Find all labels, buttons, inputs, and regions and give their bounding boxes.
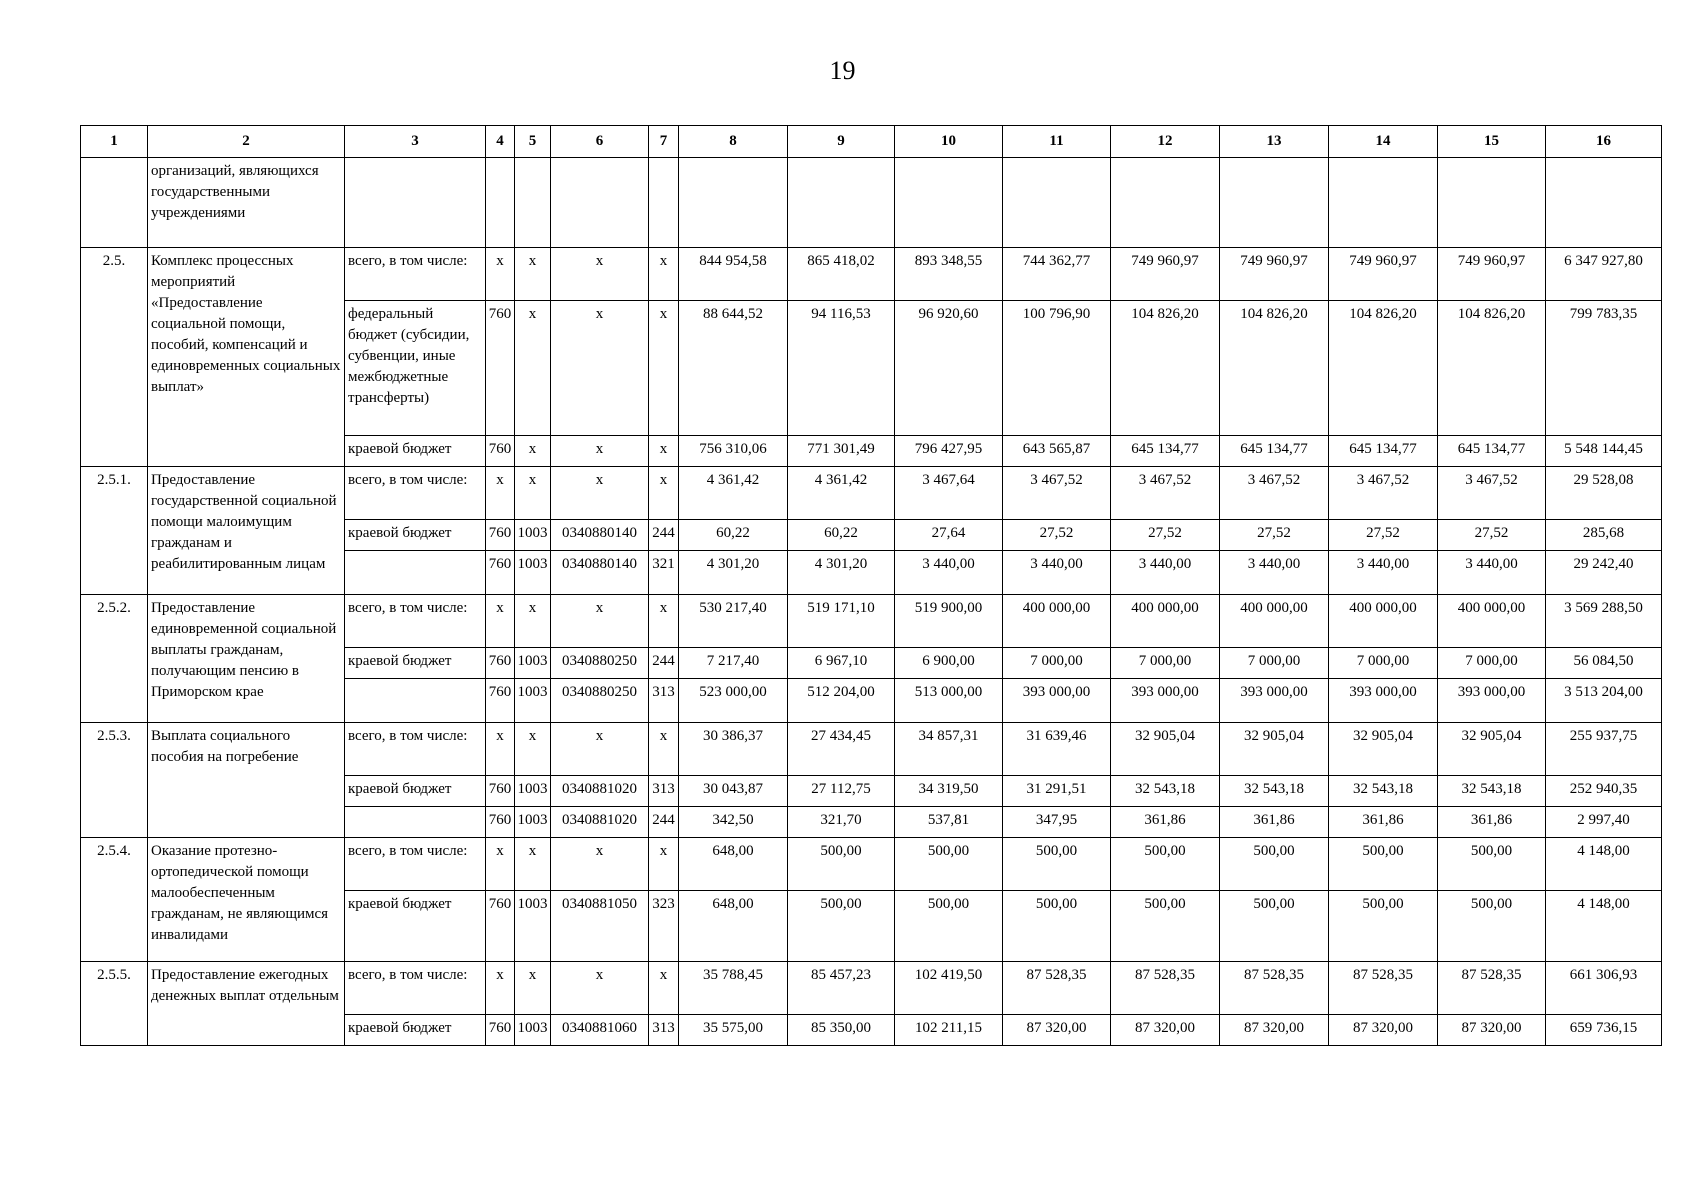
- amount-cell: 252 940,35: [1546, 776, 1662, 807]
- header-cell: 4: [486, 126, 515, 158]
- amount-cell: 749 960,97: [1111, 248, 1220, 301]
- code-cell-6: х: [551, 838, 649, 891]
- code-cell-5: х: [515, 467, 551, 520]
- code-cell-4: 760: [486, 301, 515, 436]
- code-cell-7: 313: [649, 679, 679, 723]
- empty-cell: [649, 158, 679, 248]
- code-cell-4: 760: [486, 648, 515, 679]
- amount-cell: 799 783,35: [1546, 301, 1662, 436]
- amount-cell: 31 291,51: [1003, 776, 1111, 807]
- funding-source-cell: всего, в том числе:: [345, 467, 486, 520]
- continuation-row: [81, 158, 1662, 248]
- amount-cell: 361,86: [1111, 807, 1220, 838]
- amount-cell: 3 467,52: [1003, 467, 1111, 520]
- amount-cell: 85 350,00: [788, 1015, 895, 1046]
- amount-cell: 96 920,60: [895, 301, 1003, 436]
- code-cell-5: х: [515, 838, 551, 891]
- code-cell-5: 1003: [515, 551, 551, 595]
- amount-cell: 393 000,00: [1111, 679, 1220, 723]
- amount-cell: 7 000,00: [1220, 648, 1329, 679]
- empty-cell: [551, 158, 649, 248]
- amount-cell: 865 418,02: [788, 248, 895, 301]
- header-row: [81, 126, 1662, 158]
- amount-cell: 27,52: [1329, 520, 1438, 551]
- amount-cell: 60,22: [679, 520, 788, 551]
- code-cell-6: х: [551, 436, 649, 467]
- empty-cell: [1111, 158, 1220, 248]
- code-cell-4: х: [486, 962, 515, 1015]
- empty-cell: [788, 158, 895, 248]
- header-cell: 3: [345, 126, 486, 158]
- table-row: [81, 467, 1662, 520]
- amount-cell: 361,86: [1329, 807, 1438, 838]
- code-cell-6: 0340881050: [551, 891, 649, 962]
- code-cell-7: х: [649, 301, 679, 436]
- amount-cell: 645 134,77: [1111, 436, 1220, 467]
- code-cell-5: х: [515, 595, 551, 648]
- code-cell-5: 1003: [515, 1015, 551, 1046]
- amount-cell: 32 905,04: [1438, 723, 1546, 776]
- code-cell-5: 1003: [515, 776, 551, 807]
- header-cell: 7: [649, 126, 679, 158]
- amount-cell: 3 440,00: [1003, 551, 1111, 595]
- amount-cell: 361,86: [1220, 807, 1329, 838]
- amount-cell: 7 217,40: [679, 648, 788, 679]
- code-cell-7: 313: [649, 776, 679, 807]
- code-cell-6: 0340880140: [551, 551, 649, 595]
- empty-cell: [1220, 158, 1329, 248]
- code-cell-7: х: [649, 962, 679, 1015]
- amount-cell: 60,22: [788, 520, 895, 551]
- amount-cell: 3 513 204,00: [1546, 679, 1662, 723]
- amount-cell: 27,52: [1220, 520, 1329, 551]
- amount-cell: 844 954,58: [679, 248, 788, 301]
- amount-cell: 500,00: [1438, 838, 1546, 891]
- code-cell-7: 323: [649, 891, 679, 962]
- header-cell: 11: [1003, 126, 1111, 158]
- amount-cell: 102 419,50: [895, 962, 1003, 1015]
- amount-cell: 27 112,75: [788, 776, 895, 807]
- code-cell-4: х: [486, 467, 515, 520]
- code-cell-7: х: [649, 467, 679, 520]
- code-cell-6: 0340881020: [551, 807, 649, 838]
- item-number-cell: [81, 158, 148, 248]
- table-row: [81, 595, 1662, 648]
- amount-cell: 400 000,00: [1003, 595, 1111, 648]
- amount-cell: 6 967,10: [788, 648, 895, 679]
- amount-cell: 5 548 144,45: [1546, 436, 1662, 467]
- amount-cell: 400 000,00: [1111, 595, 1220, 648]
- amount-cell: 519 171,10: [788, 595, 895, 648]
- code-cell-7: 321: [649, 551, 679, 595]
- amount-cell: 27,52: [1111, 520, 1220, 551]
- amount-cell: 893 348,55: [895, 248, 1003, 301]
- amount-cell: 756 310,06: [679, 436, 788, 467]
- amount-cell: 6 900,00: [895, 648, 1003, 679]
- amount-cell: 7 000,00: [1438, 648, 1546, 679]
- code-cell-6: 0340880250: [551, 648, 649, 679]
- header-cell: 14: [1329, 126, 1438, 158]
- amount-cell: 500,00: [1220, 838, 1329, 891]
- code-cell-7: х: [649, 595, 679, 648]
- amount-cell: 771 301,49: [788, 436, 895, 467]
- amount-cell: 34 857,31: [895, 723, 1003, 776]
- amount-cell: 6 347 927,80: [1546, 248, 1662, 301]
- code-cell-5: 1003: [515, 891, 551, 962]
- amount-cell: 321,70: [788, 807, 895, 838]
- amount-cell: 393 000,00: [1438, 679, 1546, 723]
- code-cell-6: х: [551, 723, 649, 776]
- empty-cell: [345, 158, 486, 248]
- header-cell: 1: [81, 126, 148, 158]
- code-cell-6: 0340880140: [551, 520, 649, 551]
- amount-cell: 3 467,52: [1329, 467, 1438, 520]
- amount-cell: 393 000,00: [1003, 679, 1111, 723]
- funding-source-cell: краевой бюджет: [345, 776, 486, 807]
- amount-cell: 796 427,95: [895, 436, 1003, 467]
- item-name-cell: Предоставление единовременной социальной выплаты гражданам, получающим пенсию в Приморском крае: [148, 595, 345, 723]
- item-name-cell: Предоставление ежегодных денежных выплат отдельным: [148, 962, 345, 1046]
- amount-cell: 4 148,00: [1546, 838, 1662, 891]
- amount-cell: 500,00: [1111, 891, 1220, 962]
- item-name-cell: Комплекс процессных мероприятий «Предоставление социальной помощи, пособий, компенсаций и единовременных социальных выплат»: [148, 248, 345, 467]
- item-number-cell: 2.5.2.: [81, 595, 148, 723]
- amount-cell: 659 736,15: [1546, 1015, 1662, 1046]
- amount-cell: 87 528,35: [1329, 962, 1438, 1015]
- header-cell: 15: [1438, 126, 1546, 158]
- amount-cell: 513 000,00: [895, 679, 1003, 723]
- empty-cell: [1329, 158, 1438, 248]
- amount-cell: 32 543,18: [1111, 776, 1220, 807]
- amount-cell: 7 000,00: [1003, 648, 1111, 679]
- amount-cell: 347,95: [1003, 807, 1111, 838]
- amount-cell: 102 211,15: [895, 1015, 1003, 1046]
- code-cell-5: 1003: [515, 807, 551, 838]
- amount-cell: 87 320,00: [1111, 1015, 1220, 1046]
- header-cell: 12: [1111, 126, 1220, 158]
- item-number-cell: 2.5.3.: [81, 723, 148, 838]
- code-cell-6: х: [551, 301, 649, 436]
- code-cell-6: х: [551, 962, 649, 1015]
- code-cell-6: х: [551, 248, 649, 301]
- amount-cell: 87 320,00: [1438, 1015, 1546, 1046]
- amount-cell: 85 457,23: [788, 962, 895, 1015]
- amount-cell: 500,00: [895, 891, 1003, 962]
- code-cell-4: 760: [486, 807, 515, 838]
- empty-cell: [1546, 158, 1662, 248]
- code-cell-5: 1003: [515, 679, 551, 723]
- amount-cell: 34 319,50: [895, 776, 1003, 807]
- code-cell-6: 0340881020: [551, 776, 649, 807]
- amount-cell: 87 528,35: [1003, 962, 1111, 1015]
- amount-cell: 100 796,90: [1003, 301, 1111, 436]
- amount-cell: 3 440,00: [1220, 551, 1329, 595]
- item-number-cell: 2.5.5.: [81, 962, 148, 1046]
- header-cell: 9: [788, 126, 895, 158]
- funding-source-cell: краевой бюджет: [345, 436, 486, 467]
- amount-cell: 4 361,42: [788, 467, 895, 520]
- empty-cell: [515, 158, 551, 248]
- funding-source-cell: краевой бюджет: [345, 520, 486, 551]
- amount-cell: 749 960,97: [1329, 248, 1438, 301]
- amount-cell: 645 134,77: [1438, 436, 1546, 467]
- code-cell-7: 313: [649, 1015, 679, 1046]
- code-cell-6: х: [551, 467, 649, 520]
- code-cell-6: х: [551, 595, 649, 648]
- item-number-cell: 2.5.1.: [81, 467, 148, 595]
- amount-cell: 643 565,87: [1003, 436, 1111, 467]
- code-cell-4: 760: [486, 551, 515, 595]
- amount-cell: 537,81: [895, 807, 1003, 838]
- amount-cell: 87 320,00: [1220, 1015, 1329, 1046]
- header-cell: 2: [148, 126, 345, 158]
- amount-cell: 27 434,45: [788, 723, 895, 776]
- amount-cell: 3 467,52: [1438, 467, 1546, 520]
- code-cell-7: 244: [649, 648, 679, 679]
- amount-cell: 645 134,77: [1329, 436, 1438, 467]
- funding-source-cell: [345, 807, 486, 838]
- funding-source-cell: всего, в том числе:: [345, 723, 486, 776]
- code-cell-4: 760: [486, 891, 515, 962]
- amount-cell: 749 960,97: [1438, 248, 1546, 301]
- amount-cell: 29 528,08: [1546, 467, 1662, 520]
- funding-source-cell: [345, 551, 486, 595]
- amount-cell: 3 467,52: [1220, 467, 1329, 520]
- amount-cell: 648,00: [679, 838, 788, 891]
- amount-cell: 3 440,00: [895, 551, 1003, 595]
- code-cell-4: 760: [486, 436, 515, 467]
- amount-cell: 3 440,00: [1111, 551, 1220, 595]
- amount-cell: 32 905,04: [1220, 723, 1329, 776]
- amount-cell: 512 204,00: [788, 679, 895, 723]
- amount-cell: 7 000,00: [1329, 648, 1438, 679]
- amount-cell: 648,00: [679, 891, 788, 962]
- header-cell: 13: [1220, 126, 1329, 158]
- amount-cell: 3 467,52: [1111, 467, 1220, 520]
- amount-cell: 30 043,87: [679, 776, 788, 807]
- item-number-cell: 2.5.4.: [81, 838, 148, 962]
- empty-cell: [486, 158, 515, 248]
- code-cell-4: 760: [486, 1015, 515, 1046]
- funding-source-cell: [345, 679, 486, 723]
- amount-cell: 2 997,40: [1546, 807, 1662, 838]
- code-cell-4: 760: [486, 776, 515, 807]
- amount-cell: 342,50: [679, 807, 788, 838]
- amount-cell: 94 116,53: [788, 301, 895, 436]
- code-cell-5: х: [515, 248, 551, 301]
- funding-source-cell: всего, в том числе:: [345, 595, 486, 648]
- amount-cell: 32 905,04: [1329, 723, 1438, 776]
- empty-cell: [679, 158, 788, 248]
- code-cell-7: х: [649, 723, 679, 776]
- code-cell-7: х: [649, 436, 679, 467]
- table-row: [81, 248, 1662, 301]
- amount-cell: 400 000,00: [1329, 595, 1438, 648]
- code-cell-6: 0340880250: [551, 679, 649, 723]
- code-cell-5: 1003: [515, 520, 551, 551]
- amount-cell: 500,00: [1003, 838, 1111, 891]
- code-cell-4: х: [486, 248, 515, 301]
- item-name-cell: Предоставление государственной социальной помощи малоимущим гражданам и реабилитированным лицам: [148, 467, 345, 595]
- amount-cell: 500,00: [788, 891, 895, 962]
- amount-cell: 500,00: [1220, 891, 1329, 962]
- amount-cell: 4 361,42: [679, 467, 788, 520]
- amount-cell: 27,64: [895, 520, 1003, 551]
- code-cell-4: х: [486, 838, 515, 891]
- code-cell-7: х: [649, 248, 679, 301]
- item-name-cell: Оказание протезно-ортопедической помощи малообеспеченным гражданам, не являющимся инвалидами: [148, 838, 345, 962]
- code-cell-4: х: [486, 595, 515, 648]
- item-name-cell: Выплата социального пособия на погребение: [148, 723, 345, 838]
- code-cell-5: х: [515, 962, 551, 1015]
- amount-cell: 87 320,00: [1329, 1015, 1438, 1046]
- amount-cell: 3 467,64: [895, 467, 1003, 520]
- amount-cell: 661 306,93: [1546, 962, 1662, 1015]
- amount-cell: 29 242,40: [1546, 551, 1662, 595]
- amount-cell: 4 301,20: [788, 551, 895, 595]
- amount-cell: 32 543,18: [1438, 776, 1546, 807]
- amount-cell: 4 301,20: [679, 551, 788, 595]
- amount-cell: 56 084,50: [1546, 648, 1662, 679]
- funding-source-cell: всего, в том числе:: [345, 248, 486, 301]
- header-cell: 6: [551, 126, 649, 158]
- amount-cell: 87 320,00: [1003, 1015, 1111, 1046]
- empty-cell: [1003, 158, 1111, 248]
- amount-cell: 3 440,00: [1329, 551, 1438, 595]
- amount-cell: 104 826,20: [1220, 301, 1329, 436]
- amount-cell: 87 528,35: [1111, 962, 1220, 1015]
- amount-cell: 32 543,18: [1220, 776, 1329, 807]
- code-cell-7: 244: [649, 520, 679, 551]
- item-number-cell: 2.5.: [81, 248, 148, 467]
- amount-cell: 87 528,35: [1438, 962, 1546, 1015]
- amount-cell: 361,86: [1438, 807, 1546, 838]
- table-row: [81, 723, 1662, 776]
- funding-source-cell: федеральный бюджет (субсидии, субвенции, иные межбюджетные трансферты): [345, 301, 486, 436]
- amount-cell: 104 826,20: [1111, 301, 1220, 436]
- amount-cell: 749 960,97: [1220, 248, 1329, 301]
- amount-cell: 393 000,00: [1220, 679, 1329, 723]
- amount-cell: 30 386,37: [679, 723, 788, 776]
- table-row: [81, 962, 1662, 1015]
- code-cell-4: х: [486, 723, 515, 776]
- header-cell: 10: [895, 126, 1003, 158]
- amount-cell: 32 543,18: [1329, 776, 1438, 807]
- amount-cell: 3 569 288,50: [1546, 595, 1662, 648]
- funding-source-cell: всего, в том числе:: [345, 962, 486, 1015]
- code-cell-4: 760: [486, 520, 515, 551]
- code-cell-5: 1003: [515, 648, 551, 679]
- amount-cell: 27,52: [1438, 520, 1546, 551]
- amount-cell: 500,00: [788, 838, 895, 891]
- amount-cell: 523 000,00: [679, 679, 788, 723]
- funding-source-cell: краевой бюджет: [345, 648, 486, 679]
- amount-cell: 393 000,00: [1329, 679, 1438, 723]
- amount-cell: 500,00: [1329, 891, 1438, 962]
- amount-cell: 400 000,00: [1220, 595, 1329, 648]
- code-cell-7: х: [649, 838, 679, 891]
- header-cell: 16: [1546, 126, 1662, 158]
- code-cell-7: 244: [649, 807, 679, 838]
- code-cell-6: 0340881060: [551, 1015, 649, 1046]
- funding-source-cell: всего, в том числе:: [345, 838, 486, 891]
- amount-cell: 3 440,00: [1438, 551, 1546, 595]
- code-cell-5: х: [515, 723, 551, 776]
- amount-cell: 7 000,00: [1111, 648, 1220, 679]
- amount-cell: 500,00: [1438, 891, 1546, 962]
- amount-cell: 744 362,77: [1003, 248, 1111, 301]
- amount-cell: 32 905,04: [1111, 723, 1220, 776]
- funding-source-cell: краевой бюджет: [345, 891, 486, 962]
- empty-cell: [895, 158, 1003, 248]
- amount-cell: 31 639,46: [1003, 723, 1111, 776]
- budget-table: [80, 125, 1662, 1046]
- amount-cell: 35 575,00: [679, 1015, 788, 1046]
- header-cell: 8: [679, 126, 788, 158]
- amount-cell: 645 134,77: [1220, 436, 1329, 467]
- table-row: [81, 838, 1662, 891]
- amount-cell: 255 937,75: [1546, 723, 1662, 776]
- amount-cell: 530 217,40: [679, 595, 788, 648]
- funding-source-cell: краевой бюджет: [345, 1015, 486, 1046]
- amount-cell: 35 788,45: [679, 962, 788, 1015]
- amount-cell: 87 528,35: [1220, 962, 1329, 1015]
- code-cell-5: х: [515, 436, 551, 467]
- header-cell: 5: [515, 126, 551, 158]
- amount-cell: 519 900,00: [895, 595, 1003, 648]
- amount-cell: 104 826,20: [1329, 301, 1438, 436]
- amount-cell: 285,68: [1546, 520, 1662, 551]
- page-number: 19: [829, 56, 856, 85]
- amount-cell: 500,00: [1003, 891, 1111, 962]
- amount-cell: 104 826,20: [1438, 301, 1546, 436]
- amount-cell: 400 000,00: [1438, 595, 1546, 648]
- amount-cell: 500,00: [1329, 838, 1438, 891]
- amount-cell: 500,00: [895, 838, 1003, 891]
- amount-cell: 27,52: [1003, 520, 1111, 551]
- amount-cell: 88 644,52: [679, 301, 788, 436]
- code-cell-4: 760: [486, 679, 515, 723]
- code-cell-5: х: [515, 301, 551, 436]
- amount-cell: 4 148,00: [1546, 891, 1662, 962]
- amount-cell: 500,00: [1111, 838, 1220, 891]
- empty-cell: [1438, 158, 1546, 248]
- item-name-cell: организаций, являющихся государственными учреждениями: [148, 158, 345, 248]
